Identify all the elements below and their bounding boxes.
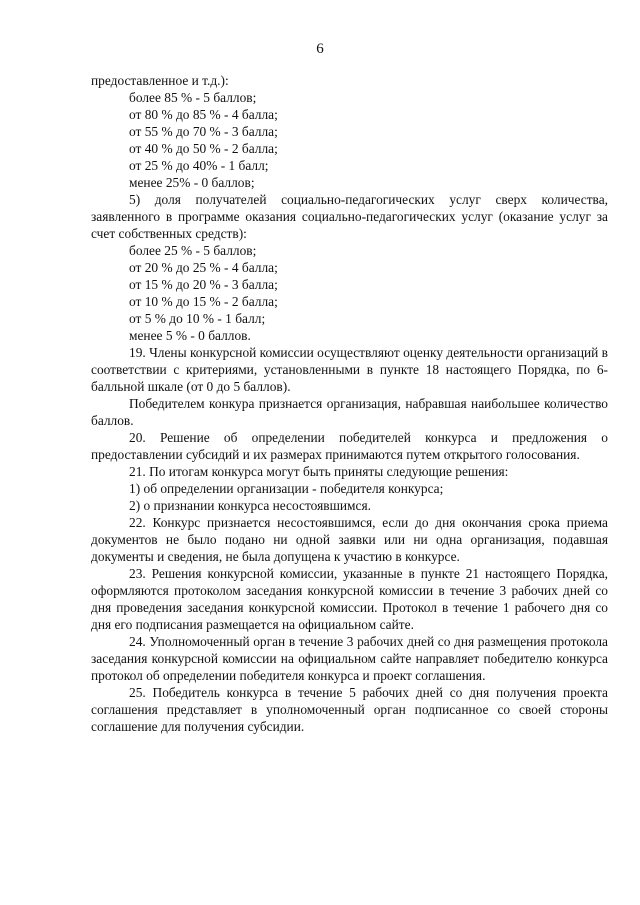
paragraph-23: 23. Решения конкурсной комиссии, указанные в пункте 21 настоящего Порядка, оформляются протоколом заседания конкурсной комиссии в течение 3 рабочих дней со дня проведения заседания конкурсной комиссии. Протокол в течение 1 рабочего дня со дня его подписания размещается на официальном сайте. bbox=[91, 566, 608, 632]
scale-2-item: от 10 % до 15 % - 2 балла; bbox=[129, 294, 278, 309]
paragraph-21: 21. По итогам конкурса могут быть приняты следующие решения: bbox=[129, 464, 509, 479]
scale-2-item: от 15 % до 20 % - 3 балла; bbox=[129, 277, 278, 292]
scale-1-item: более 85 % - 5 баллов; bbox=[129, 90, 257, 105]
paragraph-21-option-1: 1) об определении организации - победителя конкурса; bbox=[129, 481, 444, 496]
paragraph-20: 20. Решение об определении победителей конкурса и предложения о предоставлении субсидий и их размерах принимаются путем открытого голосования. bbox=[91, 430, 608, 462]
document-body bbox=[91, 72, 608, 735]
paragraph-21-option-2: 2) о признании конкурса несостоявшимся. bbox=[129, 498, 371, 513]
scale-2-item: менее 5 % - 0 баллов. bbox=[129, 328, 251, 343]
scale-2-item: более 25 % - 5 баллов; bbox=[129, 243, 257, 258]
paragraph-25: 25. Победитель конкурса в течение 5 рабочих дней со дня получения проекта соглашения представляет в уполномоченный орган подписанное со своей стороны соглашение для получения субсидии. bbox=[91, 685, 608, 734]
winner-paragraph: Победителем конкура признается организация, набравшая наибольшее количество баллов. bbox=[91, 396, 608, 428]
intro-line: предоставленное и т.д.): bbox=[91, 73, 229, 88]
scale-2-item: от 5 % до 10 % - 1 балл; bbox=[129, 311, 266, 326]
paragraph-19: 19. Члены конкурсной комиссии осуществляют оценку деятельности организаций в соответствии с критериями, установленными в пункте 18 настоящего Порядка, по 6-балльной шкале (от 0 до 5 баллов). bbox=[91, 345, 608, 394]
paragraph-24: 24. Уполномоченный орган в течение 3 рабочих дней со дня размещения протокола заседания конкурсной комиссии на официальном сайте направляет победителю конкурса протокол об определении победителя конкурса и проект соглашения. bbox=[91, 634, 608, 683]
paragraph-22: 22. Конкурс признается несостоявшимся, если до дня окончания срока приема документов не было подано ни одной заявки или ни одна организация, подавшая документы и сведения, не была допущена к участию в конкурсе. bbox=[91, 515, 608, 564]
scale-1-item: менее 25% - 0 баллов; bbox=[129, 175, 255, 190]
scale-1-item: от 55 % до 70 % - 3 балла; bbox=[129, 124, 278, 139]
scale-1-item: от 25 % до 40% - 1 балл; bbox=[129, 158, 269, 173]
page-number: 6 bbox=[316, 41, 324, 57]
scale-2-item: от 20 % до 25 % - 4 балла; bbox=[129, 260, 278, 275]
scale-1-item: от 40 % до 50 % - 2 балла; bbox=[129, 141, 278, 156]
scale-list-1 bbox=[91, 89, 608, 191]
scale-list-2 bbox=[91, 242, 608, 344]
scale-1-item: от 80 % до 85 % - 4 балла; bbox=[129, 107, 278, 122]
item-5-paragraph: 5) доля получателей социально-педагогических услуг сверх количества, заявленного в программе оказания социально-педагогических услуг (оказание услуг за счет собственных средств): bbox=[91, 192, 608, 241]
